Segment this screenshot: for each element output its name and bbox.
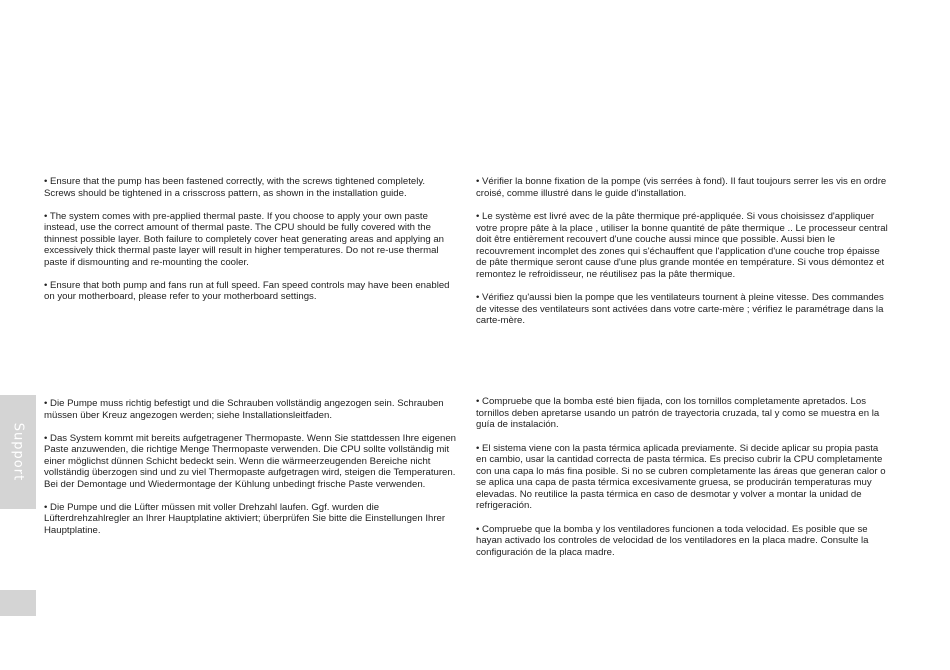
spanish-section xyxy=(476,396,888,570)
es-fan-speed-text: • Compruebe que la bomba y los ventiladores funcionen a toda velocidad. Es posible que se hayan activado los controles de velocidad de los ventiladores en la placa madre. Consulte la configuración de la placa madre. xyxy=(476,523,869,558)
es-pump-fastening-text: • Compruebe que la bomba esté bien fijada, con los tornillos completamente apretados. Los tornillos deben apretarse usando un patrón de trayectoria cruzada, tal y como se muestra en la guía de instalación. xyxy=(476,396,880,430)
de-fan-speed-text: • Die Pumpe und die Lüfter müssen mit voller Drehzahl laufen. Ggf. wurden die Lüfterdrehzahlregler an Ihrer Hauptplatine aktiviert; überprüfen Sie bitte die Einstellungen Ihrer Hauptplatine. xyxy=(44,501,446,536)
english-section xyxy=(44,176,456,314)
french-section xyxy=(476,176,888,339)
german-section xyxy=(44,398,456,548)
en-thermal-paste-text: • The system comes with pre-applied thermal paste. If you choose to apply your own paste instead, use the correct amount of thermal paste. The CPU should be fully covered with the thinnest possible layer. Both failure to completely cover heat generating areas and applying an excessively thick thermal paste layer will result in higher temperatures. Do not re-use thermal paste if dismounting and re-mounting the cooler. xyxy=(44,210,444,268)
fr-fan-speed-text: • Vérifiez qu'aussi bien la pompe que les ventilateurs tournent à pleine vitesse. Des commandes de vitesse des ventilateurs sont activées dans votre carte-mère ; vérifiez le paramétrage dans la carte-mère. xyxy=(476,292,884,326)
en-pump-fastening-text: • Ensure that the pump has been fastened correctly, with the screws tightened completely. Screws should be tightened in a crisscross pattern, as shown in the installation guide. xyxy=(44,176,426,199)
en-fan-speed-text: • Ensure that both pump and fans run at full speed. Fan speed controls may have been enabled on your motherboard, please refer to your motherboard settings. xyxy=(44,279,450,302)
page-marker-block xyxy=(0,590,36,616)
support-tab-label: Support xyxy=(10,422,26,482)
support-side-tab xyxy=(0,395,36,509)
de-pump-fastening-text: • Die Pumpe muss richtig befestigt und die Schrauben vollständig angezogen sein. Schrauben müssen über Kreuz angezogen werden; siehe Installationsleitfaden. xyxy=(44,398,444,421)
fr-pump-fastening-text: • Vérifier la bonne fixation de la pompe (vis serrées à fond). Il faut toujours serrer les vis en ordre croisé, comme illustré dans le guide d'installation. xyxy=(476,176,887,199)
fr-thermal-paste-text: • Le système est livré avec de la pâte thermique pré-appliquée. Si vous choisissez d'appliquer votre propre pâte à la place , utiliser la bonne quantité de pâte thermique .. Le processeur central doit être entièrement recouvert d'une couche aussi mince que possible. Aussi bien le recouvrement incomplet des zones qui s'échauffent que l'application d'une couche trop épaisse de pâte thermique seront cause d'une plus grande montée en température. Si vous démontez et remontez le refroidisseur, ne réutilisez pas la pâte thermique. xyxy=(476,211,888,280)
es-thermal-paste-text: • El sistema viene con la pasta térmica aplicada previamente. Si decide aplicar su propia pasta en cambio, usar la cantidad correcta de pasta térmica. Es preciso cubrir la CPU completamente con una capa lo más fina posible. Si no se cubren completamente las áreas que generan calor o se aplica una capa de pasta térmica excesivamente gruesa, se producirán temperaturas muy elevadas. No reutilice la pasta térmica en caso de desmotar y volver a montar la unidad de refrigeración. xyxy=(476,442,886,511)
de-thermal-paste-text: • Das System kommt mit bereits aufgetragener Thermopaste. Wenn Sie stattdessen Ihre eigenen Paste anzuwenden, die richtige Menge Thermopaste verwenden. Die CPU sollte vollständig mit einer möglichst dünnen Schicht bedeckt sein. Wenn die wärmeerzeugenden Bereiche nicht vollständig überzogen sind und zu viel Thermopaste aufgetragen wird, steigen die Temperaturen. Bei der Demontage und Wiedermontage der Kühlung unbedingt frische Paste verwenden. xyxy=(44,432,457,490)
